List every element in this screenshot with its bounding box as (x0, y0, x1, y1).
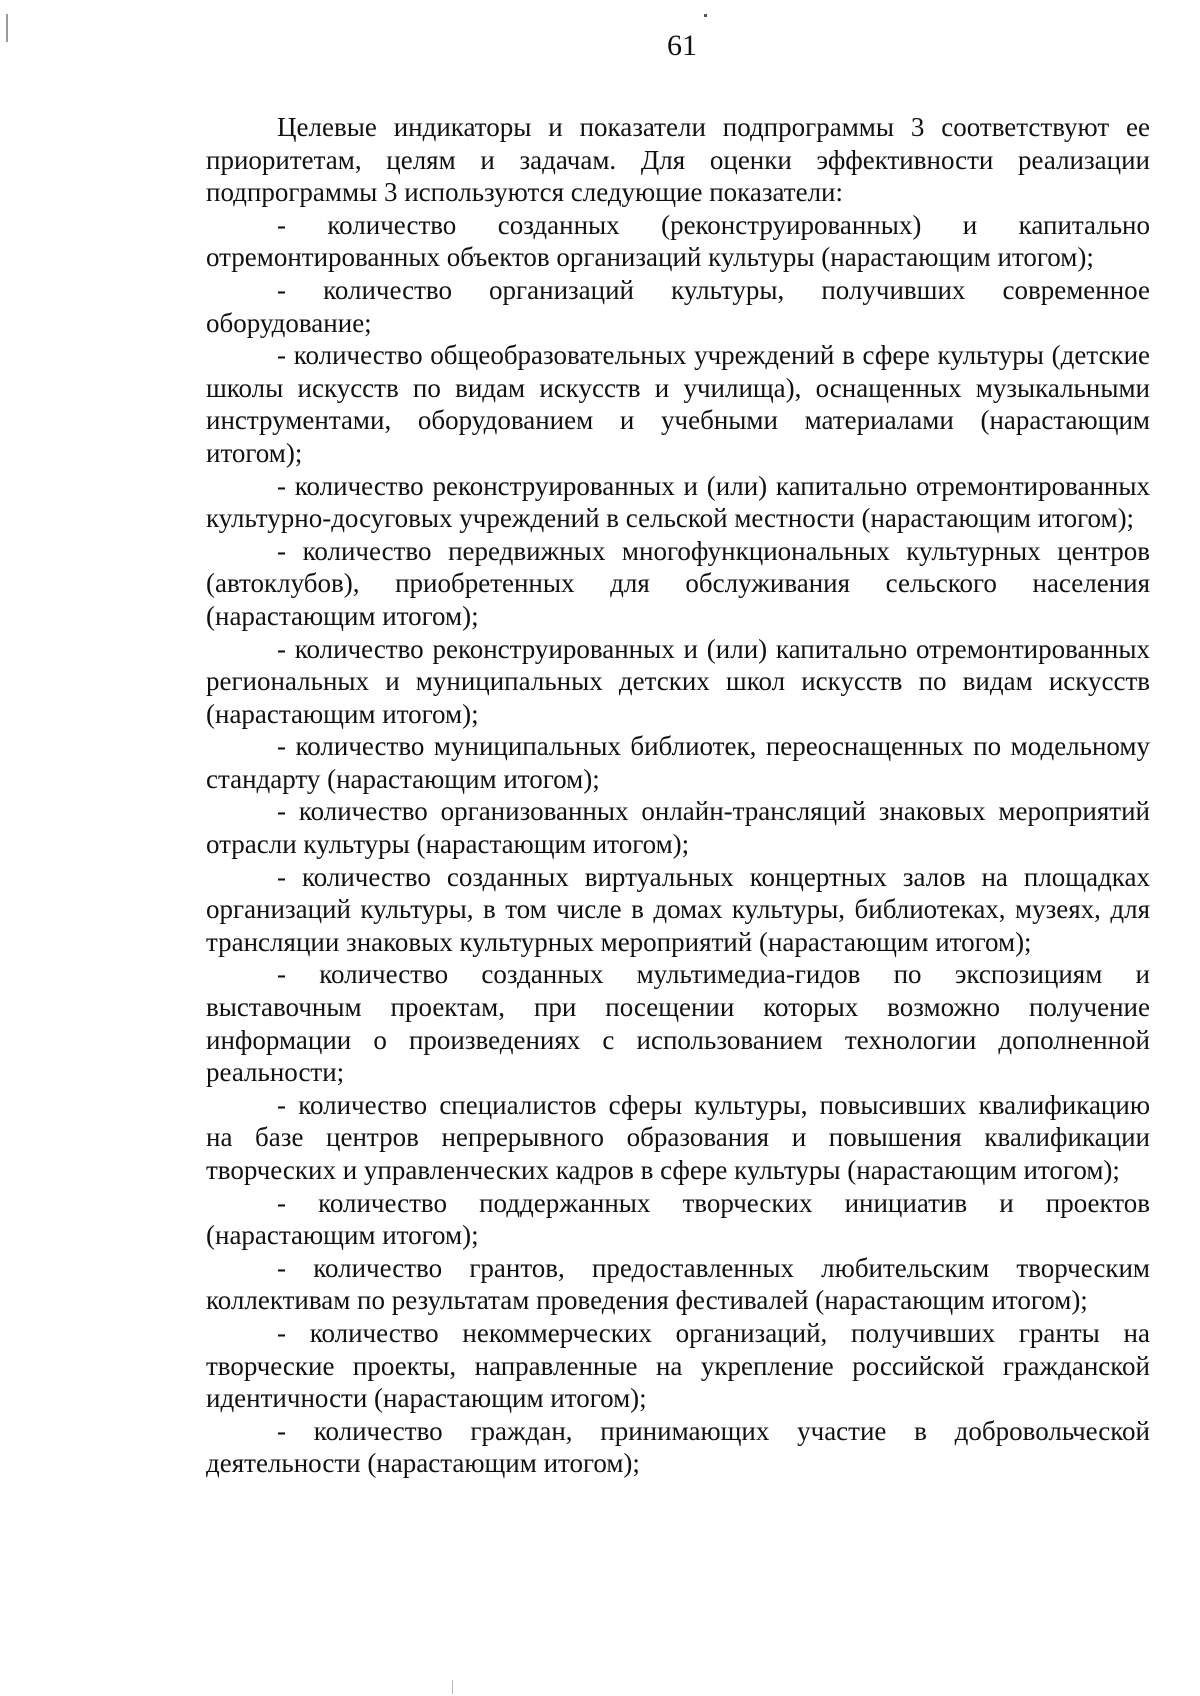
indicator-item: - количество созданных виртуальных концертных залов на площадках организаций культуры, в том числе в домах культуры, библиотеках, музеях, для трансляции знаковых культурных мероприятий (нарастающим итогом); (206, 861, 1150, 957)
indicator-item: - количество некоммерческих организаций, получивших гранты на творческие проекты, направленные на укрепление российской гражданской идентичности (нарастающим итогом); (206, 1317, 1150, 1414)
indicator-item: - количество поддержанных творческих инициатив и проектов (нарастающим итогом); (206, 1187, 1150, 1251)
indicator-item: - количество специалистов сферы культуры, повысивших квалификацию на базе центров непрерывного образования и повышения квалификации творческих и управленческих кадров в сфере культуры (нарастающим итогом); (206, 1089, 1150, 1185)
intro-paragraph: Целевые индикаторы и показатели подпрограммы 3 соответствуют ее приоритетам, целям и задачам. Для оценки эффективности реализации подпрограммы 3 используются следующие показатели: (206, 112, 1150, 208)
indicator-item: - количество грантов, предоставленных любительским творческим коллективам по результатам проведения фестивалей (нарастающим итогом); (206, 1252, 1150, 1316)
indicator-item: - количество реконструированных и (или) капитально отремонтированных региональных и муниципальных детских школ искусств по видам искусств (нарастающим итогом); (206, 633, 1150, 729)
indicator-item: - количество организаций культуры, получивших современное оборудование; (206, 274, 1150, 338)
page-number (0, 28, 1200, 64)
indicator-item: - количество созданных (реконструированных) и капитально отремонтированных объектов организаций культуры (нарастающим итогом); (206, 209, 1150, 273)
indicator-item: - количество организованных онлайн-трансляций знаковых мероприятий отрасли культуры (нарастающим итогом); (206, 796, 1150, 860)
page-number-text: 61 (667, 29, 697, 62)
indicator-item: - количество общеобразовательных учреждений в сфере культуры (детские школы искусств по видам искусств и училища), оснащенных музыкальными инструментами, оборудованием и учебными материалами (нарастающим итогом); (206, 340, 1150, 468)
indicator-item: - количество реконструированных и (или) капитально отремонтированных культурно-досуговых учреждений в сельской местности (нарастающим итогом); (206, 470, 1150, 534)
document-body (206, 111, 1150, 1480)
scan-artifact-dot (704, 14, 707, 17)
indicator-item: - количество граждан, принимающих участие в добровольческой деятельности (нарастающим итогом); (206, 1415, 1150, 1479)
indicator-item: - количество созданных мультимедиа-гидов по экспозициям и выставочным проектам, при посещении которых возможно получение информации о произведениях с использованием технологии дополненной реальности; (206, 959, 1150, 1088)
indicator-item: - количество муниципальных библиотек, переоснащенных по модельному стандарту (нарастающим итогом); (206, 731, 1150, 794)
scan-artifact-mark (452, 1680, 453, 1694)
indicator-item: - количество передвижных многофункциональных культурных центров (автоклубов), приобретенных для обслуживания сельского населения (нарастающим итогом); (206, 535, 1150, 631)
